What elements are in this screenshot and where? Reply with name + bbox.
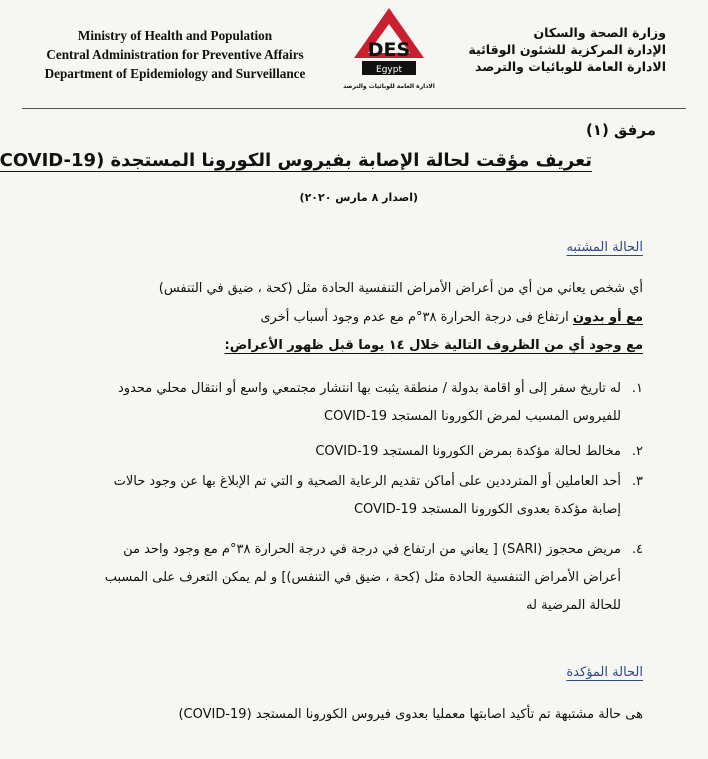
- item-line: مريض محجوز (SARI) [ يعاني من ارتفاع في درجة في درجة الحرارة ٣٨°م مع وجود واحد من: [123, 542, 621, 557]
- letterhead: [0, 0, 708, 110]
- item-line: للحالة المرضية له: [526, 598, 621, 613]
- item-line: أحد العاملين أو المترددين على أماكن تقديم الرعاية الصحية و التي تم الإبلاغ بها عن وجود حالات: [113, 474, 621, 489]
- logo-country: Egypt: [376, 65, 402, 75]
- des-logo: [343, 6, 435, 100]
- item-line: أعراض الأمراض التنفسية الحادة مثل (كحة ، ضيق في التنفس)] و لم يمكن التعرف على المسبب: [104, 570, 621, 585]
- suspect-conditions-intro: مع وجود أي من الظروف التالية خلال ١٤ يوما قبل ظهور الأعراض:: [224, 338, 643, 353]
- ministry-name-en: Ministry of Health and Population: [77, 28, 273, 43]
- condition-item-2: [67, 438, 643, 466]
- item-line: للفيروس المسبب لمرض الكورونا المستجد COVID-19: [324, 409, 621, 424]
- condition-item-4: [67, 536, 643, 620]
- ministry-name-ar: وزارة الصحة والسكان: [533, 25, 666, 40]
- condition-item-1: [67, 375, 643, 431]
- annex-label: مرفق (١): [585, 121, 656, 139]
- suspect-symptoms-line: أي شخص يعاني من أي من أعراض الأمراض التنفسية الحادة مثل (كحة ، ضيق في التنفس): [158, 281, 643, 296]
- confirmed-case-heading: الحالة المؤكدة: [566, 665, 643, 680]
- department-name-ar: الادارة العامة للوبائيات والترصد: [475, 59, 666, 74]
- item-number: ٢.: [631, 444, 643, 459]
- suspect-fever-line: [260, 310, 643, 325]
- item-number: ١.: [631, 381, 643, 396]
- logo-caption: الادارة العامة للوبائيات والترصد: [343, 83, 435, 90]
- item-line: مخالط لحالة مؤكدة بمرض الكورونا المستجد COVID-19: [315, 444, 621, 459]
- department-name-en: Department of Epidemiology and Surveillance: [44, 66, 306, 81]
- header-divider: [22, 108, 686, 109]
- administration-name-en: Central Administration for Preventive Affairs: [46, 47, 304, 62]
- confirmed-definition: هى حالة مشتبهة تم تأكيد اصابتها معمليا بعدوى فيروس الكورونا المستجد (COVID-19): [178, 707, 643, 722]
- with-or-without: مع أو بدون: [572, 310, 643, 325]
- fever-condition: ارتفاع فى درجة الحرارة ٣٨°م مع عدم وجود أسباب أخرى: [260, 310, 573, 325]
- item-line: إصابة مؤكدة بعدوى الكورونا المستجد COVID-19: [353, 502, 621, 517]
- document-title: تعريف مؤقت لحالة الإصابة بفيروس الكورونا المستجدة (COVID-19: [0, 150, 592, 171]
- administration-name-ar: الإدارة المركزية للشئون الوقائية: [468, 42, 666, 57]
- arabic-letterhead: [466, 24, 666, 75]
- suspect-case-heading: الحالة المشتبه: [566, 240, 643, 255]
- issue-date: (اصدار ٨ مارس ٢٠٢٠): [299, 191, 418, 204]
- item-number: ٣.: [631, 474, 643, 489]
- condition-item-3: [67, 468, 643, 524]
- logo-acronym: DES: [367, 39, 411, 61]
- item-line: له تاريخ سفر إلى أو اقامة بدولة / منطقة يثبت بها انتشار مجتمعي واسع أو انتقال محلي محدود: [118, 381, 621, 396]
- item-number: ٤.: [631, 542, 643, 557]
- english-letterhead: [30, 26, 320, 83]
